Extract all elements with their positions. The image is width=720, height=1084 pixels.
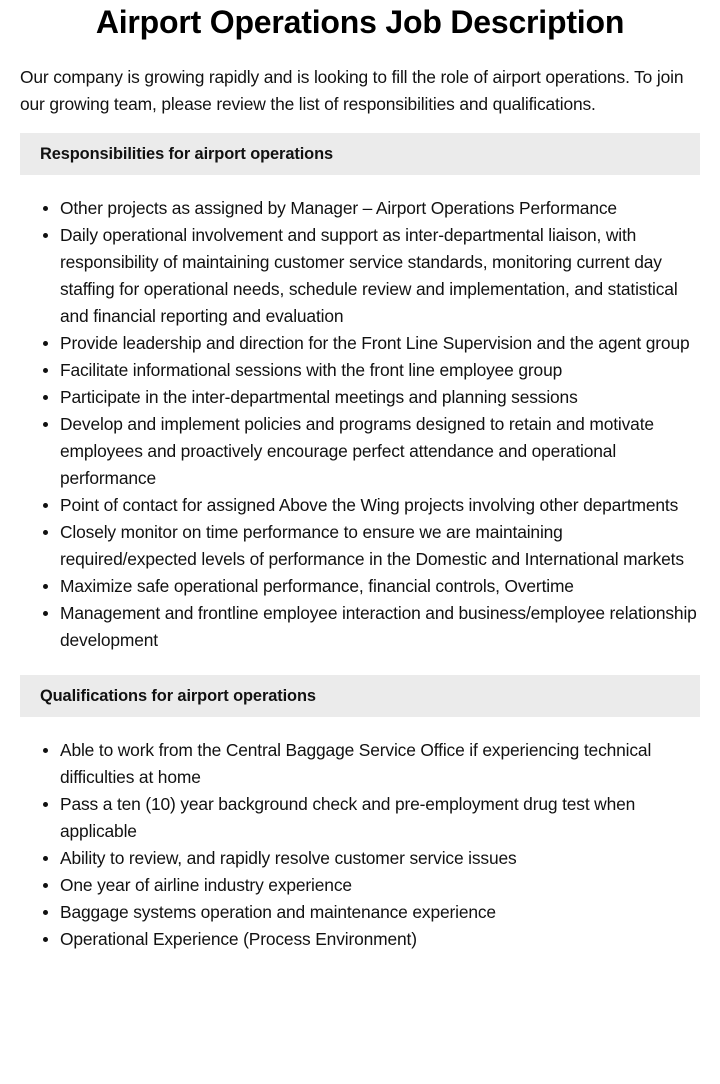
- list-item-text: Daily operational involvement and support as inter-departmental liaison, with responsibility of maintaining customer service standards, monitoring current day staffing for operational needs, schedule review and implementation, and statistical and financial reporting and evaluation: [60, 225, 678, 326]
- list-item: [60, 492, 700, 519]
- qualifications-heading: Qualifications for airport operations: [20, 675, 700, 717]
- list-item-text: Management and frontline employee interaction and business/employee relationship development: [60, 603, 697, 650]
- bullet-icon: [43, 341, 48, 346]
- list-item-text: Participate in the inter-departmental meetings and planning sessions: [60, 387, 578, 407]
- bullet-icon: [43, 910, 48, 915]
- list-item: [60, 222, 700, 330]
- bullet-icon: [43, 883, 48, 888]
- list-item-text: Point of contact for assigned Above the Wing projects involving other departments: [60, 495, 679, 515]
- list-item: [60, 926, 700, 953]
- list-item-text: Provide leadership and direction for the Front Line Supervision and the agent group: [60, 333, 690, 353]
- bullet-icon: [43, 584, 48, 589]
- list-item: [60, 872, 700, 899]
- list-item-text: Able to work from the Central Baggage Service Office if experiencing technical difficulties at home: [60, 740, 652, 787]
- list-item-text: Pass a ten (10) year background check and pre-employment drug test when applicable: [60, 794, 636, 841]
- list-item: [60, 357, 700, 384]
- list-item: [60, 600, 700, 654]
- list-item: [60, 737, 700, 791]
- list-item-text: Operational Experience (Process Environment): [60, 929, 417, 949]
- responsibilities-heading: Responsibilities for airport operations: [20, 133, 700, 175]
- bullet-icon: [43, 422, 48, 427]
- bullet-icon: [43, 233, 48, 238]
- list-item: [60, 195, 700, 222]
- list-item-text: Closely monitor on time performance to ensure we are maintaining required/expected levels of performance in the Domestic and International markets: [60, 522, 684, 569]
- qualifications-list: [20, 737, 700, 953]
- list-item: [60, 573, 700, 600]
- bullet-icon: [43, 937, 48, 942]
- bullet-icon: [43, 503, 48, 508]
- list-item-text: One year of airline industry experience: [60, 875, 352, 895]
- bullet-icon: [43, 748, 48, 753]
- list-item: [60, 791, 700, 845]
- bullet-icon: [43, 856, 48, 861]
- intro-paragraph: Our company is growing rapidly and is looking to fill the role of airport operations. To join our growing team, please review the list of responsibilities and qualifications.: [20, 67, 684, 114]
- list-item-text: Maximize safe operational performance, financial controls, Overtime: [60, 576, 574, 596]
- list-item-text: Facilitate informational sessions with the front line employee group: [60, 360, 563, 380]
- list-item-text: Baggage systems operation and maintenance experience: [60, 902, 496, 922]
- list-item: [60, 411, 700, 492]
- bullet-icon: [43, 368, 48, 373]
- list-item-text: Develop and implement policies and programs designed to retain and motivate employees and proactively encourage perfect attendance and operational performance: [60, 414, 654, 488]
- bullet-icon: [43, 530, 48, 535]
- bullet-icon: [43, 206, 48, 211]
- list-item: [60, 330, 700, 357]
- list-item: [60, 519, 700, 573]
- list-item-text: Other projects as assigned by Manager – Airport Operations Performance: [60, 198, 617, 218]
- bullet-icon: [43, 395, 48, 400]
- page-title: Airport Operations Job Description: [95, 4, 625, 40]
- bullet-icon: [43, 802, 48, 807]
- list-item-text: Ability to review, and rapidly resolve customer service issues: [60, 848, 517, 868]
- list-item: [60, 845, 700, 872]
- list-item: [60, 384, 700, 411]
- bullet-icon: [43, 611, 48, 616]
- list-item: [60, 899, 700, 926]
- responsibilities-list: [20, 195, 700, 654]
